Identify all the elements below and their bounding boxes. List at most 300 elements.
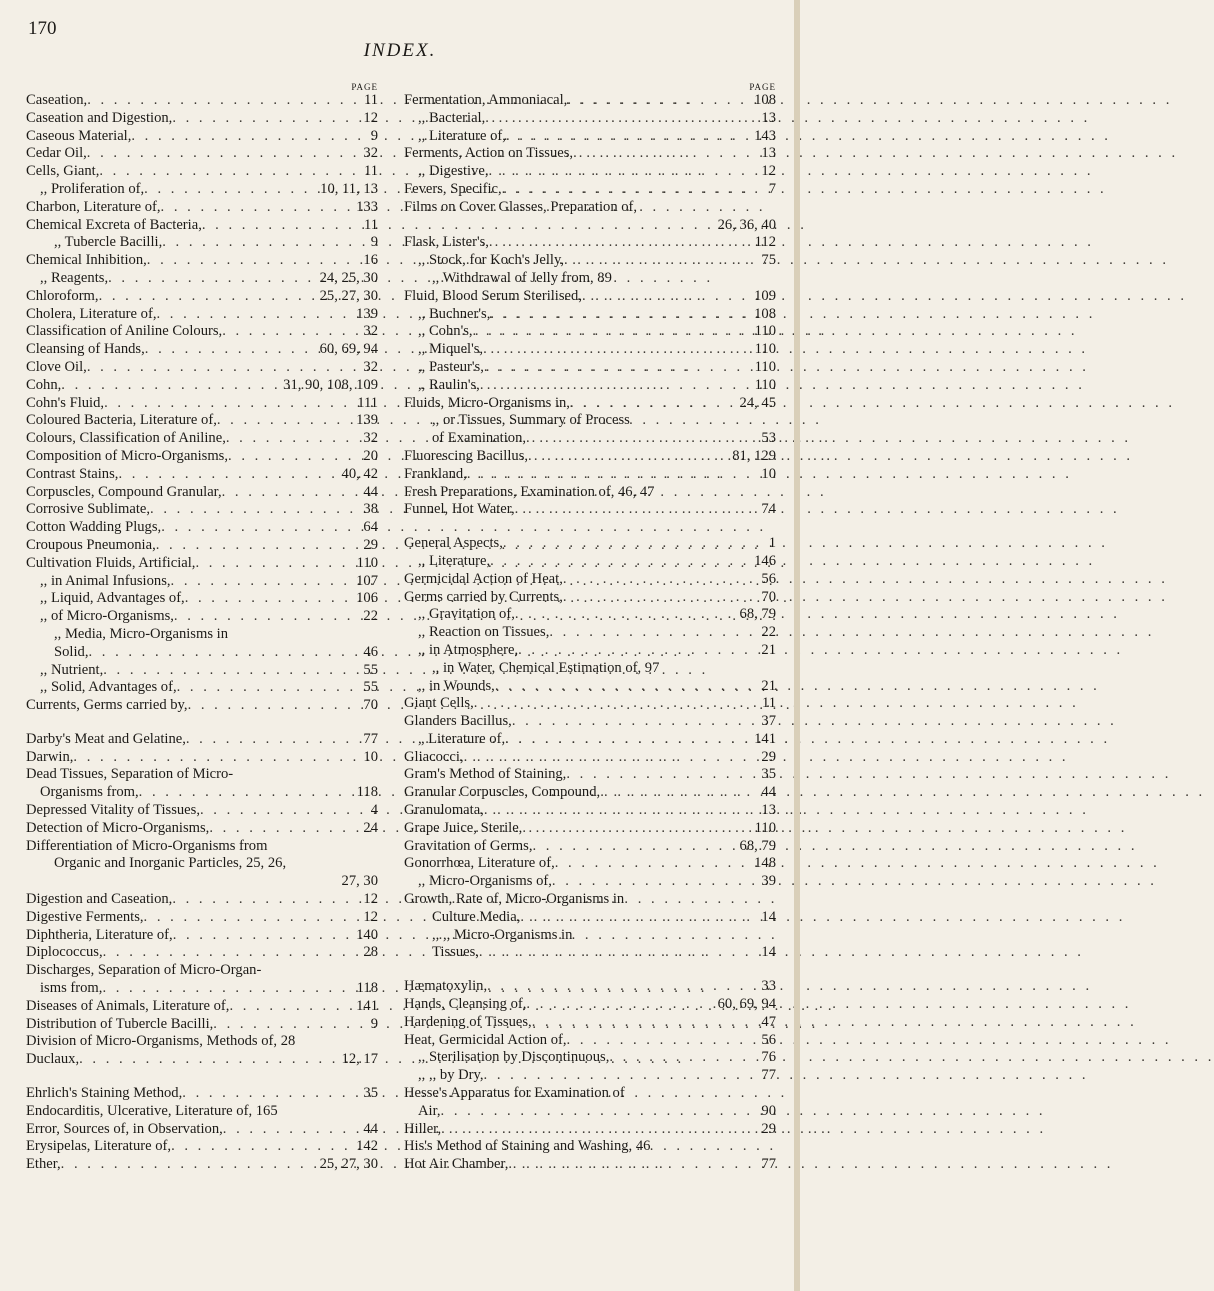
page-reference: 29: [761, 1120, 776, 1137]
page-reference: 11: [363, 92, 378, 108]
index-entry: [404, 448, 776, 466]
page-reference: 16: [363, 252, 378, 269]
dot-leader: [522, 820, 750, 838]
index-term: Composition of Micro-Organisms,: [26, 447, 229, 464]
index-term: General Aspects,: [404, 535, 503, 552]
index-term: Granular Corpuscles, Compound,: [404, 784, 601, 801]
dot-leader: [570, 395, 736, 413]
index-entry: [404, 466, 776, 484]
index-entry: [26, 1016, 378, 1034]
index-entry: [404, 642, 776, 660]
index-term: Cholera, Literature of,: [26, 305, 157, 322]
page-reference: 60, 69, 94: [717, 996, 776, 1013]
index-entry: [404, 1032, 776, 1050]
page-reference: 68, 79: [739, 606, 776, 623]
index-entry: [404, 1156, 776, 1174]
dot-leader: [229, 998, 352, 1016]
page-reference: 112: [754, 234, 776, 251]
dot-leader: [600, 784, 757, 802]
page-reference: 39: [761, 873, 776, 890]
page-reference: 13: [761, 802, 776, 819]
page-reference: 64: [363, 519, 378, 536]
index-term: Distribution of Tubercle Bacilli,: [26, 1015, 214, 1032]
index-term: Diphtheria, Literature of,: [26, 926, 173, 943]
index-term: Ether,: [26, 1156, 61, 1173]
index-term: Corrosive Sublimate,: [26, 501, 151, 518]
index-term: ,, Stock, for Koch's Jelly,: [418, 252, 564, 269]
index-term: Hæmatoxylin,: [404, 978, 488, 995]
index-entry: [26, 927, 378, 945]
page-reference: 110: [754, 819, 776, 836]
index-entry: [26, 430, 378, 448]
page-reference: 12: [363, 109, 378, 126]
index-term: Frankland,: [404, 465, 467, 482]
dot-leader: [520, 909, 757, 927]
index-entry-line: ,, ,, Micro-Organisms in: [432, 926, 573, 943]
dot-leader: [564, 252, 757, 270]
page-reference: 33: [761, 978, 776, 995]
index-term: Coloured Bacteria, Literature of,: [26, 412, 217, 429]
dot-leader: [566, 766, 757, 784]
index-term: Cedar Oil,: [26, 145, 87, 162]
page-reference: 90: [761, 1102, 776, 1119]
index-term: „ Literature of,: [418, 730, 506, 747]
index-entry: [26, 377, 378, 395]
page-reference: 10: [761, 465, 776, 482]
dot-leader: [213, 1016, 366, 1034]
index-entry: [404, 766, 776, 784]
index-entry: [26, 92, 378, 110]
dot-leader: [490, 306, 750, 324]
index-term: Charbon, Literature of,: [26, 198, 161, 215]
page-reference: 4: [370, 802, 378, 819]
dot-leader: [173, 927, 352, 945]
dot-leader: [61, 1156, 316, 1174]
dot-leader: [131, 128, 366, 146]
index-term: Gonorrhœa, Literature of,: [404, 855, 555, 872]
dot-leader: [484, 1067, 758, 1085]
index-term: Colours, Classification of Aniline,: [26, 430, 226, 447]
index-entry: [404, 784, 776, 802]
index-term: Heat, Germicidal Action of,: [404, 1031, 567, 1048]
page-reference: 118: [356, 784, 378, 801]
dot-leader: [147, 252, 360, 270]
dot-leader: [480, 377, 751, 395]
index-entry: [26, 395, 378, 413]
index-entry: [26, 501, 378, 519]
page-reference: 148: [754, 855, 776, 872]
index-entry: [404, 838, 776, 856]
page-reference: 106: [356, 590, 378, 607]
index-term: ,, in Wounds,: [418, 677, 495, 694]
page-reference: 7: [768, 180, 776, 197]
page-reference: 9: [370, 234, 378, 251]
index-term: Hardening of Tissues,: [404, 1013, 532, 1030]
index-term: Error, Sources of, in Observation,: [26, 1120, 223, 1137]
page-reference: 70: [761, 588, 776, 605]
index-entry: [26, 590, 378, 608]
page-reference: 31, 90, 108, 109: [283, 376, 378, 393]
page-reference: 109: [754, 287, 776, 304]
index-entry: [404, 589, 776, 607]
index-term: ,, ,, by Dry,: [418, 1067, 484, 1084]
page-reference: 11: [761, 695, 776, 712]
index-entry: [404, 1049, 776, 1067]
index-term: Glanders Bacillus,: [404, 713, 512, 730]
dot-leader: [139, 784, 353, 802]
index-term: Caseation and Digestion,: [26, 109, 173, 126]
index-entry: [404, 909, 776, 927]
dot-leader: [144, 909, 360, 927]
page-reference: 60, 69, 94: [319, 341, 378, 358]
dot-leader: [87, 145, 360, 163]
page-reference: 32: [363, 430, 378, 447]
index-entry: [26, 306, 378, 324]
index-term: ,, Nutrient,: [40, 661, 104, 678]
index-entry: [404, 820, 776, 838]
page-reference: 24, 45: [739, 394, 776, 411]
index-entry: [404, 1067, 776, 1085]
index-term: ,, Cohn's,: [418, 323, 473, 340]
index-term: Air,: [418, 1102, 441, 1119]
page-reference: 38: [363, 501, 378, 518]
dot-leader: [144, 181, 316, 199]
index-entry-line: Fresh Preparations, Examination of, 46, 47: [404, 483, 655, 500]
page-reference: 53: [761, 430, 776, 447]
index-entry: [26, 519, 378, 537]
page-reference: 133: [356, 198, 378, 215]
dot-leader: [487, 978, 757, 996]
dot-leader: [503, 535, 765, 553]
index-entry: [404, 695, 776, 713]
index-entry: [404, 181, 776, 199]
index-entry: [26, 234, 378, 252]
index-term: Darwin,: [26, 748, 74, 765]
index-term: Fluids, Micro-Organisms in,: [404, 394, 570, 411]
dot-leader: [518, 642, 757, 660]
index-term: Grape Juice, Sterile,: [404, 819, 523, 836]
index-entry: [26, 697, 378, 715]
index-entry-line: ,, Media, Micro-Organisms in: [54, 625, 229, 642]
dot-leader: [495, 678, 758, 696]
dot-leader: [506, 128, 750, 146]
index-entry: [26, 341, 378, 359]
index-term: ,, Liquid, Advantages of,: [40, 590, 185, 607]
dot-leader: [226, 430, 360, 448]
index-entries-right: [404, 92, 776, 1174]
index-entry: [26, 1085, 378, 1103]
index-entry: [26, 802, 378, 820]
section-gap: [26, 715, 378, 731]
index-entry-line: Discharges, Separation of Micro-Organ-: [26, 962, 262, 979]
page-reference: 21: [761, 641, 776, 658]
index-term: ,, Bacterial,: [418, 109, 486, 126]
index-entry: [26, 644, 378, 662]
page-reference: 13: [761, 145, 776, 162]
index-entry: [26, 163, 378, 181]
page-reference: 11: [363, 163, 378, 180]
index-term: Fluid, Blood Serum Sterilised,: [404, 287, 582, 304]
index-term: ,, Solid, Advantages of,: [40, 679, 177, 696]
dot-leader: [483, 341, 751, 359]
index-term: Cotton Wadding Plugs,: [26, 519, 162, 536]
index-term: Currents, Germs carried by,: [26, 697, 188, 714]
index-term: Germicidal Action of Heat,: [404, 570, 563, 587]
page-reference: 55: [363, 679, 378, 696]
page-reference: 55: [363, 661, 378, 678]
index-entry: [26, 679, 378, 697]
dot-leader: [202, 217, 360, 235]
page-reference: 12: [363, 908, 378, 925]
index-entry: [26, 484, 378, 502]
index-entry-line: Endocarditis, Ulcerative, Literature of, 165: [26, 1102, 278, 1119]
page-reference: 35: [761, 766, 776, 783]
index-entry: [26, 1121, 378, 1139]
dot-leader: [103, 662, 359, 680]
index-term: Fevers, Specific,: [404, 180, 502, 197]
index-entry: [404, 323, 776, 341]
index-entry: [26, 555, 378, 573]
index-term: Clove Oil,: [26, 358, 87, 375]
index-entry: [26, 998, 378, 1016]
page-reference: 9: [370, 1015, 378, 1032]
index-entry: [26, 731, 378, 749]
index-entry: [404, 571, 776, 589]
index-entry: [404, 163, 776, 181]
dot-leader: [217, 412, 352, 430]
index-entry: [26, 181, 378, 199]
dot-leader: [567, 1032, 758, 1050]
index-term: Duclaux,: [26, 1051, 80, 1068]
page-reference: 24: [363, 819, 378, 836]
index-entry: [404, 731, 776, 749]
index-term: ,, Proliferation of,: [40, 180, 145, 197]
index-entry-line: Hesse's Apparatus for Examination of: [404, 1085, 625, 1102]
dot-leader: [195, 555, 352, 573]
page-reference: 108: [754, 92, 776, 108]
dot-leader: [99, 163, 360, 181]
index-term: Ehrlich's Staining Method,: [26, 1085, 183, 1102]
dot-leader: [563, 571, 758, 589]
page-reference: 141: [356, 997, 378, 1014]
page-reference: 44: [761, 784, 776, 801]
index-term: Croupous Pneumonia,: [26, 536, 156, 553]
page-reference: 12: [363, 891, 378, 908]
index-entry: [404, 624, 776, 642]
page-reference: 46: [363, 643, 378, 660]
index-term: Hands, Cleansing of,: [404, 996, 527, 1013]
index-term: Corpuscles, Compound Granular,: [26, 483, 222, 500]
index-entry-line: Organic and Inorganic Particles, 25, 26,: [54, 855, 287, 872]
page-reference: 56: [761, 570, 776, 587]
index-entry: [404, 802, 776, 820]
dot-leader: [102, 980, 352, 998]
dot-leader: [79, 1051, 337, 1069]
index-entry: [26, 1156, 378, 1174]
page-reference: 11: [363, 216, 378, 233]
index-term: Darby's Meat and Gelatine,: [26, 730, 186, 747]
dot-leader: [118, 466, 337, 484]
index-entry: [404, 341, 776, 359]
index-entry: [26, 820, 378, 838]
page-reference: 56: [761, 1031, 776, 1048]
index-entry-line: Differentiation of Micro-Organisms from: [26, 837, 268, 854]
index-term: Diseases of Animals, Literature of,: [26, 997, 230, 1014]
index-entry: [26, 217, 378, 235]
dot-leader: [156, 537, 360, 555]
index-term: Classification of Aniline Colours,: [26, 323, 223, 340]
index-entry: [26, 199, 378, 217]
page-reference: 28: [363, 944, 378, 961]
page-reference: 10: [363, 748, 378, 765]
page-reference: 74: [761, 501, 776, 518]
index-entry: [404, 395, 776, 413]
index-term: Granulomata,: [404, 802, 484, 819]
dot-leader: [161, 519, 359, 537]
page-reference: 13: [761, 109, 776, 126]
index-term: Cohn's Fluid,: [26, 394, 105, 411]
dot-leader: [484, 802, 758, 820]
dot-leader: [87, 92, 360, 110]
page-reference: 32: [363, 323, 378, 340]
page-number: 170: [28, 18, 57, 39]
index-entry: [404, 1121, 776, 1139]
index-entry: [404, 377, 776, 395]
index-entry: [404, 713, 776, 731]
index-entry: [26, 110, 378, 128]
index-term: ,, Buchner's,: [418, 305, 491, 322]
index-entry-line: ,, or Tissues, Summary of Process: [432, 412, 630, 429]
page-reference: 1: [768, 535, 776, 552]
dot-leader: [441, 1103, 758, 1121]
page-reference: 9: [370, 127, 378, 144]
page-reference: 24, 25, 30: [319, 269, 378, 286]
index-entry-line: Dead Tissues, Separation of Micro-: [26, 766, 234, 783]
dot-leader: [489, 163, 758, 181]
page-reference: 108: [754, 305, 776, 322]
dot-leader: [73, 749, 359, 767]
page-reference: 44: [363, 1120, 378, 1137]
index-entry: [404, 873, 776, 891]
index-term: ,, Raulin's,: [418, 376, 480, 393]
dot-leader: [108, 270, 316, 288]
index-term: ,, Reaction on Tissues,: [418, 624, 550, 641]
page-reference: 118: [356, 980, 378, 997]
index-term: ,, Reagents,: [40, 269, 109, 286]
index-column-right: [404, 82, 776, 1174]
index-entry: [404, 430, 776, 448]
index-entry: [404, 996, 776, 1014]
index-term: Cultivation Fluids, Artificial,: [26, 554, 196, 571]
dot-leader: [145, 341, 316, 359]
index-entry: [26, 128, 378, 146]
index-entry: [26, 608, 378, 626]
index-entry: [404, 145, 776, 163]
page-reference: 111: [357, 394, 378, 411]
dot-leader: [464, 749, 758, 767]
index-entry: [404, 749, 776, 767]
index-entry-line: ,, in Water, Chemical Estimation of, 97: [432, 659, 660, 676]
index-entry-line: 27, 30: [341, 873, 378, 890]
dot-leader: [563, 589, 758, 607]
index-entry-line: Films on Cover Glasses, Preparation of,: [404, 198, 638, 215]
dot-leader: [479, 944, 757, 962]
page-reference: 76: [761, 1049, 776, 1066]
index-entry: [26, 1051, 378, 1069]
index-term: ,, Miquel's,: [418, 341, 484, 358]
index-term: ,, Gravitation of,: [418, 606, 515, 623]
dot-leader: [87, 359, 360, 377]
dot-leader: [552, 873, 758, 891]
section-gap: [26, 1069, 378, 1085]
dot-leader: [200, 802, 367, 820]
index-entry: [26, 891, 378, 909]
index-term: ,, Literature of,: [418, 127, 506, 144]
dot-leader: [512, 713, 758, 731]
dot-leader: [528, 448, 728, 466]
dot-leader: [526, 996, 713, 1014]
dot-leader: [582, 288, 750, 306]
index-term: Tissues,: [432, 944, 479, 961]
page-reference: 142: [356, 1138, 378, 1155]
index-entry: [26, 448, 378, 466]
index-entry: [26, 573, 378, 591]
dot-leader: [186, 731, 360, 749]
page-reference: 139: [356, 412, 378, 429]
dot-leader: [508, 1156, 757, 1174]
index-term: ,, Micro-Organisms of,: [418, 873, 552, 890]
dot-leader: [185, 590, 352, 608]
page-reference: 110: [356, 554, 378, 571]
index-term: Fluorescing Bacillus,: [404, 447, 529, 464]
index-entry: [404, 1014, 776, 1032]
page-reference: 110: [754, 376, 776, 393]
page-reference: 139: [356, 305, 378, 322]
index-term: Digestive Ferments,: [26, 908, 144, 925]
dot-leader: [177, 679, 360, 697]
index-term: Hot Air Chamber,: [404, 1156, 509, 1173]
index-entry: [26, 145, 378, 163]
index-term: ,, Sterilisation by Discontinuous,: [418, 1049, 610, 1066]
section-gap: [404, 519, 776, 535]
dot-leader: [103, 944, 360, 962]
index-entry-line: His's Method of Staining and Washing, 46: [404, 1138, 651, 1155]
index-term: Cleansing of Hands,: [26, 341, 145, 358]
page-reference: 10, 11, 13: [320, 180, 378, 197]
index-term: Chemical Inhibition,: [26, 252, 147, 269]
index-entry: [26, 288, 378, 306]
dot-leader: [171, 573, 353, 591]
dot-leader: [209, 820, 359, 838]
index-entry: [26, 784, 378, 802]
running-head: INDEX.: [363, 40, 437, 61]
dot-leader: [467, 466, 758, 484]
index-entry-line: 26, 36, 40: [717, 216, 776, 233]
index-term: ,, Pasteur's,: [418, 358, 484, 375]
dot-leader: [88, 644, 359, 662]
page-reference: 77: [761, 1067, 776, 1084]
index-term: Diplococcus,: [26, 944, 103, 961]
page-reference: 29: [761, 748, 776, 765]
index-entry: [404, 234, 776, 252]
section-gap: [404, 962, 776, 978]
dot-leader: [609, 1049, 757, 1067]
index-entry: [26, 270, 378, 288]
index-term: Chemical Excreta of Bacteria,: [26, 216, 202, 233]
dot-leader: [484, 359, 751, 377]
dot-leader: [441, 1121, 757, 1139]
index-term: Caseation,: [26, 92, 88, 108]
